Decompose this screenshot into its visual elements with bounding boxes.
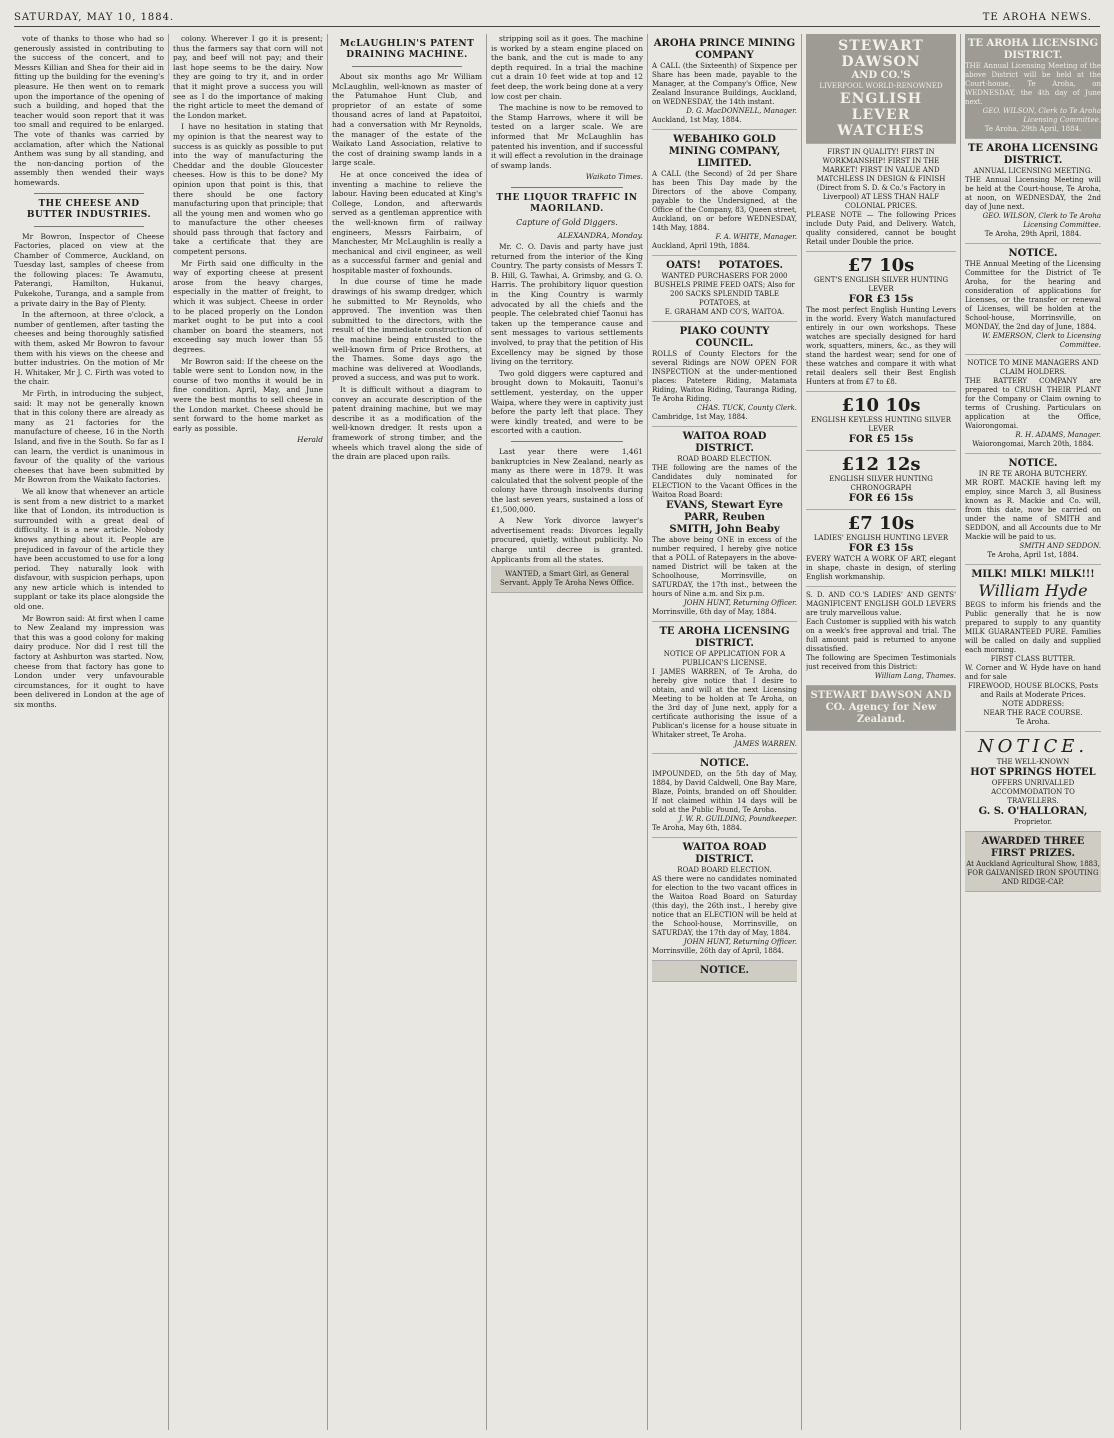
hotel-name: HOT SPRINGS HOTEL <box>970 767 1096 778</box>
licensing-application-ad <box>652 622 797 754</box>
article-heading: THE CHEESE AND BUTTER INDUSTRIES. <box>26 198 152 220</box>
ad-body: AS there were no candidates nominated for election to the two vacant offices in the Waitoa Road Board on Saturday (this day), the 26th inst., I hereby give notice that an ELECTION will be held at the School-house, Morrinsville, on SATURDAY, the 17th day of May, 1884. <box>652 875 797 937</box>
potatoes-label: POTATOES. <box>718 260 783 271</box>
article-text: Mr Bowron said: If the cheese on the table were sent to London now, in the course of two months it would be in fine condition. April, May, and June were the best months to sell cheese in the London market. Cheese should be sent forward to the home market as early as possible. <box>173 356 323 433</box>
article-source: Herald <box>297 435 323 445</box>
spouting-ad <box>965 832 1101 892</box>
ad-body: ROLLS of County Electors for the several Ridings are NOW OPEN FOR INSPECTION at the under-mentioned places: Patetere Riding, Matamata Riding, Waitoa Riding, Tauranga Riding, Te Aroha Riding. <box>652 350 797 403</box>
ad-signature: F. A. WHITE, Manager. <box>715 233 797 241</box>
brand-tagline: LIVERPOOL WORLD-RENOWNED <box>819 82 943 90</box>
ad-body: NOTE ADDRESS: <box>1001 700 1065 708</box>
mining-call-ad <box>652 34 797 130</box>
article-text: He at once conceived the idea of inventing a machine to relieve the labour. Having been educated at King's College, London, and afterwards served as a gentleman apprentice with the well-known firm of railway engineers, Messrs Fairbairn, of Manchester, Mr McLaughlin is really a mechanical and civil engineer, as well as a successful farmer and genial and hospitable master of foxhounds. <box>332 169 482 275</box>
agency-text: STEWART DAWSON AND CO. Agency for New Zealand. <box>810 690 952 725</box>
article-text: Mr Bowron, Inspector of Cheese Factories, placed on view at the Chamber of Commerce, Auckland, on Tuesday last, samples of cheese from the following places: Te Awamutu, Paterangi, Hamilton, Hukanui, Pukekohe, Turanga, and a sample from a private dairy in the Bay of Plenty. <box>14 231 164 308</box>
brand-title: LEVER WATCHES <box>837 107 925 139</box>
licensing-ad <box>965 34 1101 139</box>
divider <box>511 187 623 188</box>
oats-potatoes-ad <box>652 256 797 322</box>
item-description: EVERY WATCH A WORK OF ART, elegant in shape, chaste in design, of sterling English workmanship. <box>806 555 956 581</box>
column-2 <box>173 34 328 1430</box>
dateline: ALEXANDRA, Monday. <box>557 230 643 240</box>
watch-offer <box>806 451 956 510</box>
ad-body: THE Annual Licensing Meeting of the above District will be held at the Court-house, Te Aroha, on WEDNESDAY, the 4th day of June next. <box>965 62 1101 106</box>
ad-signature: JOHN HUNT, Returning Officer. <box>683 599 797 607</box>
ad-title: TE AROHA LICENSING DISTRICT. <box>967 143 1099 166</box>
info-text: The following are Specimen Testimonials just received from this District: <box>806 654 956 671</box>
proprietor-name: G. S. O'HALLORAN, <box>978 806 1088 817</box>
ad-title: WEBAHIKO GOLD MINING COMPANY, LIMITED. <box>668 134 781 169</box>
article-source: Waikato Times. <box>585 172 643 182</box>
ad-body: THE Annual Licensing Meeting will be held at the Court-house, Te Aroha, at noon, on WEDNESDAY, the 2nd day of June next. <box>965 176 1101 211</box>
column-6 <box>806 34 961 1430</box>
notice-ad <box>965 244 1101 355</box>
battery-ad <box>965 355 1101 454</box>
article-subheading: Capture of Gold Diggers. <box>516 217 618 227</box>
ad-signature: GEO. WILSON, Clerk to Te Aroha Licensing Committee. <box>982 212 1101 229</box>
original-price: £7 10s <box>847 255 915 276</box>
ad-body: THE following are the names of the Candidates duly nominated for ELECTION to the Vacant Offices in the Waitoa Road Board: <box>652 464 797 499</box>
info-text: Each Customer is supplied with his watch on a week's free approval and trial. The full amount paid is returned to anyone dissatisfied. <box>806 618 956 653</box>
mining-call-ad-2 <box>652 130 797 256</box>
ad-date: Morrinsville, 6th day of May, 1884. <box>652 608 777 616</box>
ad-signature: R. H. ADAMS, Manager. <box>1015 431 1101 439</box>
ad-title: NOTICE. <box>1008 248 1058 259</box>
article-text: In the afternoon, at three o'clock, a number of gentlemen, after tasting the cheeses and being thoroughly satisfied with them, asked Mr Bowron to favour them with his views on the cheese and butter industries. On the motion of Mr H. Whitaker, Mr J. C. Firth was voted to the chair. <box>14 310 164 387</box>
article-text: stripping soil as it goes. The machine is worked by a steam engine placed on the bank, and the cut is made to any depth required. In a trial the machine cut a drain 10 feet wide at top and 12 feet deep, the work being done at a very low cost per chain. <box>491 34 644 101</box>
proprietor-label: Proprietor. <box>1013 818 1053 826</box>
article-text: A New York divorce lawyer's advertisement reads: Divorces legally procured, quietly, without publicity. No charge until decree is granted. Applicants from all the states. <box>491 516 643 564</box>
brand-sub: AND CO.'S <box>851 70 911 81</box>
oats-label: OATS! <box>666 260 702 271</box>
ad-title: WAITOA ROAD DISTRICT. <box>682 431 767 454</box>
offer-price: FOR £3 15s <box>848 543 914 554</box>
ad-title: NOTICE. <box>1008 458 1058 469</box>
ad-body: FIRST CLASS BUTTER. <box>990 655 1076 663</box>
ad-signature: W. EMERSON, Clerk to Licensing Committee. <box>982 332 1101 349</box>
ad-subtitle: NOTICE OF APPLICATION FOR A PUBLICAN'S LICENSE. <box>663 650 786 667</box>
ad-body: IMPOUNDED, on the 5th day of May, 1884, by David Caldwell, One Bay Mare, Blaze, Points, branded on off Shoulder. If not claimed within 14 days will be sold at the Public Pound, Te Aroha. <box>652 770 797 814</box>
ad-title: AROHA PRINCE MINING COMPANY <box>653 38 796 61</box>
ad-title: AWARDED THREE FIRST PRIZES. <box>981 836 1085 859</box>
publication-name: TE AROHA NEWS. <box>982 12 1092 23</box>
column-1 <box>14 34 169 1430</box>
divider <box>511 441 623 442</box>
ad-signature: D. G. MacDONNELL, Manager. <box>686 107 797 115</box>
ad-body: THE Annual Meeting of the Licensing Committee for the District of Te Aroha, for the hearing and consideration of applications for Licenses, or the transfer or renewal of Licenses, will be holden at the School-house, Morrinsville, on MONDAY, the 2nd day of June, 1884. <box>965 260 1101 331</box>
butchery-notice <box>965 454 1101 565</box>
ad-subtitle: IN RE TE AROHA BUTCHERY. <box>978 470 1088 478</box>
article-text: colony. Wherever I go it is present; thus the farmers say that corn will not pay, and beef will not pay; and their last hope seems to be the dairy. Now they are going to try it, and in order that it might prove a success you will see as I do the importance of making the right article to meet the demand of the London market. <box>173 34 323 120</box>
article-text: Last year there were 1,461 bankruptcies in New Zealand, nearly as many as there were in 1879. It was calculated that the solvent people of the colony have through insolvents during the last seven years, sustained a loss of £1,500,000. <box>491 446 643 514</box>
ad-body: MR ROBT. MACKIE having left my employ, since March 3, all Business known as R. Mackie and Co. will, from this date, now be carried on under the name of SMITH and SEDDON, and all Accounts due to Mr Mackie will be paid to us. <box>965 479 1101 541</box>
wanted-text: WANTED, a Smart Girl, as General Servant. Apply Te Aroha News Office. <box>500 570 634 588</box>
brand-title: ENGLISH <box>839 91 923 107</box>
article-text: About six months ago Mr William McLaughlin, well-known as master of the Patumahoe Hunt Club, and proprietor of an estate of some thousand acres of land at Papatoitoi, had a conversation with Mr Reynolds, the manager of the estate of the Waikato Land Association, relative to the cost of draining swamp lands in a large scale. <box>332 72 482 168</box>
original-price: £12 12s <box>841 454 921 475</box>
ad-body: FIREWOOD, HOUSE BLOCKS, Posts and Rails at Moderate Prices. <box>967 682 1099 699</box>
candidate: SMITH, John Beaby <box>669 524 780 535</box>
ad-body: At Auckland Agricultural Show, 1883, <box>966 860 1100 868</box>
ad-subtitle: ROAD BOARD ELECTION. <box>677 455 772 463</box>
offer-price: FOR £5 15s <box>848 434 914 445</box>
ad-title: PIAKO COUNTY COUNCIL. <box>679 326 770 349</box>
brand-name: STEWART DAWSON <box>838 38 924 70</box>
oats-heading <box>652 260 797 272</box>
column-3 <box>332 34 487 1430</box>
article-text: Mr Bowron said: At first when I came to New Zealand my impression was that this was a good colony for making dairy produce. Nor did I rest till the factory at Ashburton was started. Now, cheese from that factory has gone to London under very unfavourable circumstances, for it ought to have been delivered in London at the age of six months. <box>14 613 164 709</box>
watch-info <box>806 587 956 686</box>
watch-ad-tagline <box>806 144 956 252</box>
ad-subtitle: ROAD BOARD ELECTION. <box>677 866 772 874</box>
wanted-ad <box>491 566 643 593</box>
watch-offer <box>806 252 956 392</box>
masthead <box>14 10 1100 27</box>
ad-body: OFFERS UNRIVALLED ACCOMMODATION TO TRAVELLERS. <box>991 779 1075 805</box>
notice-ad <box>652 961 797 982</box>
ad-body: THE BATTERY COMPANY are prepared to CRUSH THEIR PLANT for the Company or Claim owning to terms of Crushing. Particulars on application at the Office, Waiorongomai. <box>965 377 1101 430</box>
ad-signature: JAMES WARREN. <box>734 740 797 748</box>
article-text: In due course of time he made drawings of his swamp dredger, which he submitted to Mr Reynolds, who approved. The invention was then submitted to the directors, with the result of the immediate construction of the machine being entrusted to the well-known firm of Price Brothers, at the Thames. Some days ago the machine was delivered at Woodlands, proved a success, and was put to work. <box>332 277 482 383</box>
ad-date: Te Aroha, May 6th, 1884. <box>652 824 743 832</box>
ad-body: A CALL (the Sixteenth) of Sixpence per Share has been made, payable to the Manager, at the Company's Office, New Zealand Insurance Buildings, Auckland, on WEDNESDAY, the 14th instant. <box>652 62 797 106</box>
article-text: Mr. C. O. Davis and party have just returned from the interior of the King Country. The party consists of Messrs T. B. Hill, G. Tawhai, A. Grimsby, and G. O. Harris. The prohibitory liquor question in the King Country is warmly advocated by all the chiefs and the people. The celebrated chief Taonui has taken up the temperance cause and sent messages to various settlements involved, to pray that the petition of His Excellency may be signed by those living on the territory. <box>491 242 643 367</box>
divider <box>34 193 144 194</box>
impounded-notice <box>652 754 797 838</box>
article-text: The machine is now to be removed to the Stamp Harrows, where it will be tested on a larger scale. We are informed that Mr McLaughlin has patented his invention, and if successful it will effect a revolution in the drainage of swamp lands. <box>491 103 643 170</box>
article-heading: THE LIQUOR TRAFFIC IN MAORILAND. <box>496 192 638 214</box>
ad-date: Te Aroha, 29th April, 1884. <box>984 125 1082 133</box>
ad-signature: JOHN HUNT, Returning Officer. <box>683 938 797 946</box>
tagline-text: FIRST IN QUALITY! FIRST IN WORKMANSHIP! FIRST IN THE MARKET! FIRST IN VALUE AND MATCHLESS IN DESIGN & FINISH (Direct from S. D. & Co.'s Factory in Liverpool) AT LESS THAN HALF COLONIAL PRICES. <box>816 148 946 210</box>
ad-body: A CALL (the Second) of 2d per Share has been This Day made by the Directors of the above Company, payable to the Undersigned, at the Office of the Company, 83, Queen street, Auckland, on or before WEDNESDAY, 14th May, 1884. <box>652 170 797 232</box>
annual-licensing-ad <box>965 139 1101 244</box>
watch-ad-footer <box>806 686 956 731</box>
article-text: vote of thanks to those who had so generously assisted in contributing to the success of the concert, and to Messrs Killian and Shea for their aid in fitting up the building for the evening's pleasure. He then went on to remark upon the importance of the opening of such a building, and hoped that the teacher would soon report that it was too small and required to be enlarged. The vote of thanks was carried by acclamation, after which the National Anthem was sung by all standing, and the non-dancing portion of the assembly then wended their ways homewards. <box>14 34 164 187</box>
ad-title: NOTICE. <box>977 736 1089 757</box>
ad-signature: GEO. WILSON, Clerk to Te Aroha Licensing Committee. <box>982 107 1101 124</box>
item-name: ENGLISH KEYLESS HUNTING SILVER LEVER <box>810 416 952 433</box>
ad-date: Morrinsville, 26th day of April, 1884. <box>652 947 784 955</box>
hotel-ad <box>965 732 1101 832</box>
original-price: £10 10s <box>841 395 921 416</box>
item-name: ENGLISH SILVER HUNTING CHRONOGRAPH <box>829 475 933 492</box>
ad-date: Auckland, 1st May, 1884. <box>652 116 742 124</box>
ad-date: Cambridge, 1st May, 1884. <box>652 413 748 421</box>
watch-ad-header <box>806 34 956 144</box>
article-heading: McLAUGHLIN'S PATENT DRAINING MACHINE. <box>339 39 475 60</box>
article-text: I have no hesitation in stating that my opinion is that the nearest way to success is as quickly as possible to put into the way of manufacturing the Cheddar and the double Gloucester cheeses. How is this to be done? My opinion upon that point is this, that there should be one factory manufacturing upon that principle; that all the young men and women who go to manufacture the other cheeses should pass through that factory and take a certificate that they are competent persons. <box>173 122 323 257</box>
info-text: S. D. AND CO.'S LADIES' AND GENTS' MAGNIFICENT ENGLISH GOLD LEVERS are truly marvellous value. <box>806 591 956 617</box>
article-text: Mr Firth, in introducing the subject, said: It may not be generally known that in this colony there are already as many as 21 factories for the manufacture of cheese, 16 in the North Island, and five in the South. So far as I can learn, the verdict is unanimous in favour of the quality of the various cheeses that have been submitted by Mr Bowron from the Waikato factories. <box>14 389 164 485</box>
article-text: Mr Firth said one difficulty in the way of exporting cheese at present arose from the heavy charges, especially in the matter of freight, to which it was subject. Cheese in order to be placed properly on the London market ought to be put into a cool chamber on board the steamers, not exceeding say much lower than 55 degrees. <box>173 258 323 354</box>
original-price: £7 10s <box>847 513 915 534</box>
ad-signature: J. W. R. GUILDING, Poundkeeper. <box>678 815 797 823</box>
article-text: We all know that whenever an article is sent from a new district to a market like that of London, its introduction is surrounded with a great deal of difficulty. It is a new article. Nobody knows anything about it. People are prejudiced in favour of the article they have been accustomed to use for a long period. They naturally look with disfavour, with suspicion perhaps, upon any new article which is intended to supplant or take its place alongside the old one. <box>14 486 164 612</box>
ad-body: NEAR THE RACE COURSE. <box>983 709 1083 717</box>
ad-body: Te Aroha. <box>1015 718 1050 726</box>
ad-title: TE AROHA LICENSING DISTRICT. <box>659 626 790 649</box>
item-name: LADIES' ENGLISH HUNTING LEVER <box>813 534 949 542</box>
ad-body: W. Corner and W. Hyde have on hand and for sale <box>965 664 1101 681</box>
ad-body: The above being ONE in excess of the number required, I hereby give notice that a POLL of Ratepayers in the above-named District will be taken at the Schoolhouse, Morrinsville, on SATURDAY, the 17th inst., between the hours of Nine a.m. and Six p.m. <box>652 536 797 598</box>
offer-price: FOR £3 15s <box>848 294 914 305</box>
ad-date: Te Aroha, April 1st, 1884. <box>987 551 1079 559</box>
column-4 <box>491 34 648 1430</box>
milk-ad <box>965 565 1101 732</box>
article-text: It is difficult without a diagram to convey an accurate description of the patent draining machine, but we may describe it as a modification of the well-known dredger. It rests upon a framework of strong timber, and the wheels which travel along the side of the drain are placed upon rails. <box>332 385 482 462</box>
waitoa-election-ad-2 <box>652 838 797 961</box>
ad-title: WAITOA ROAD DISTRICT. <box>682 842 767 865</box>
item-description: The most perfect English Hunting Levers in the world. Every Watch manufactured entirely in our own workshops. These watches are specially designed for hard work, squatters, miners, &c., as they will stand the hardest wear; send for one of these watches and compare it with what retail dealers sell their Best English Hunters at from £7 to £8. <box>806 306 956 386</box>
ad-title: NOTICE TO MINE MANAGERS AND CLAIM HOLDERS. <box>967 359 1099 376</box>
piako-council-ad <box>652 322 797 427</box>
ad-signature: CHAS. TUCK, County Clerk. <box>696 404 797 412</box>
issue-date: SATURDAY, MAY 10, 1884. <box>14 12 175 23</box>
advertiser-name: William Hyde <box>978 581 1088 600</box>
please-note: PLEASE NOTE — The following Prices include Duty Paid, and Delivery. Watch, quality considered, cannot be bought Retail under Double the price. <box>806 211 956 246</box>
column-5 <box>652 34 802 1430</box>
item-name: GENT'S ENGLISH SILVER HUNTING LEVER <box>813 276 949 293</box>
ad-signature: SMITH AND SEDDON. <box>1019 542 1101 550</box>
candidate: EVANS, Stewart Eyre <box>665 500 784 511</box>
ad-title: NOTICE. <box>699 758 750 769</box>
candidate: PARR, Reuben <box>684 512 765 523</box>
divider <box>34 226 144 227</box>
ad-title: TE AROHA LICENSING DISTRICT. <box>967 38 1099 61</box>
ad-body: I JAMES WARREN, of Te Aroha, do hereby give notice that I desire to obtain, and will at the next Licensing Meeting to be holden at Te Aroha, on the 3rd day of June next, apply for a certificate authorising the issue of a Publican's license for a house situate in Whitaker street, Te Aroha. <box>652 668 797 739</box>
ad-signature: E. GRAHAM AND CO'S, WAITOA. <box>664 308 785 316</box>
ad-title: NOTICE. <box>699 965 750 976</box>
watch-offer <box>806 392 956 451</box>
ad-subtitle: ANNUAL LICENSING MEETING. <box>973 167 1093 175</box>
divider <box>352 66 462 67</box>
column-7 <box>965 34 1105 1430</box>
ad-body: FOR GALVANISED IRON SPOUTING AND RIDGE-CAP. <box>967 869 1099 886</box>
ad-title: MILK! MILK! MILK!!! <box>971 569 1095 580</box>
ad-body: WANTED PURCHASERS FOR 2000 BUSHELS PRIME FEED OATS; Also for 200 SACKS SPLENDID TABLE POTATOES, at <box>654 272 795 307</box>
waitoa-election-ad <box>652 427 797 622</box>
ad-date: Waiorongomai, March 20th, 1884. <box>972 440 1094 448</box>
ad-date: Auckland, April 19th, 1884. <box>652 242 750 250</box>
offer-price: FOR £6 15s <box>848 493 914 504</box>
ad-body: BEGS to inform his friends and the Public generally that he is now prepared to supply to any quantity MILK GUARANTEED PURE. Families will be called on daily and supplied each morning. <box>965 601 1101 654</box>
ad-date: Te Aroha, 29th April, 1884. <box>984 230 1082 238</box>
ad-body: THE WELL-KNOWN <box>996 758 1070 766</box>
watch-offer <box>806 510 956 587</box>
article-text: Two gold diggers were captured and brought down to Mokauiti, Taonui's settlement, yesterday, on the upper Waipa, where they were in captivity just before the party left that place. They were kindly treated, and were to be escorted with a caution. <box>491 368 643 436</box>
testimonial-signature: William Lang, Thames. <box>874 672 956 680</box>
